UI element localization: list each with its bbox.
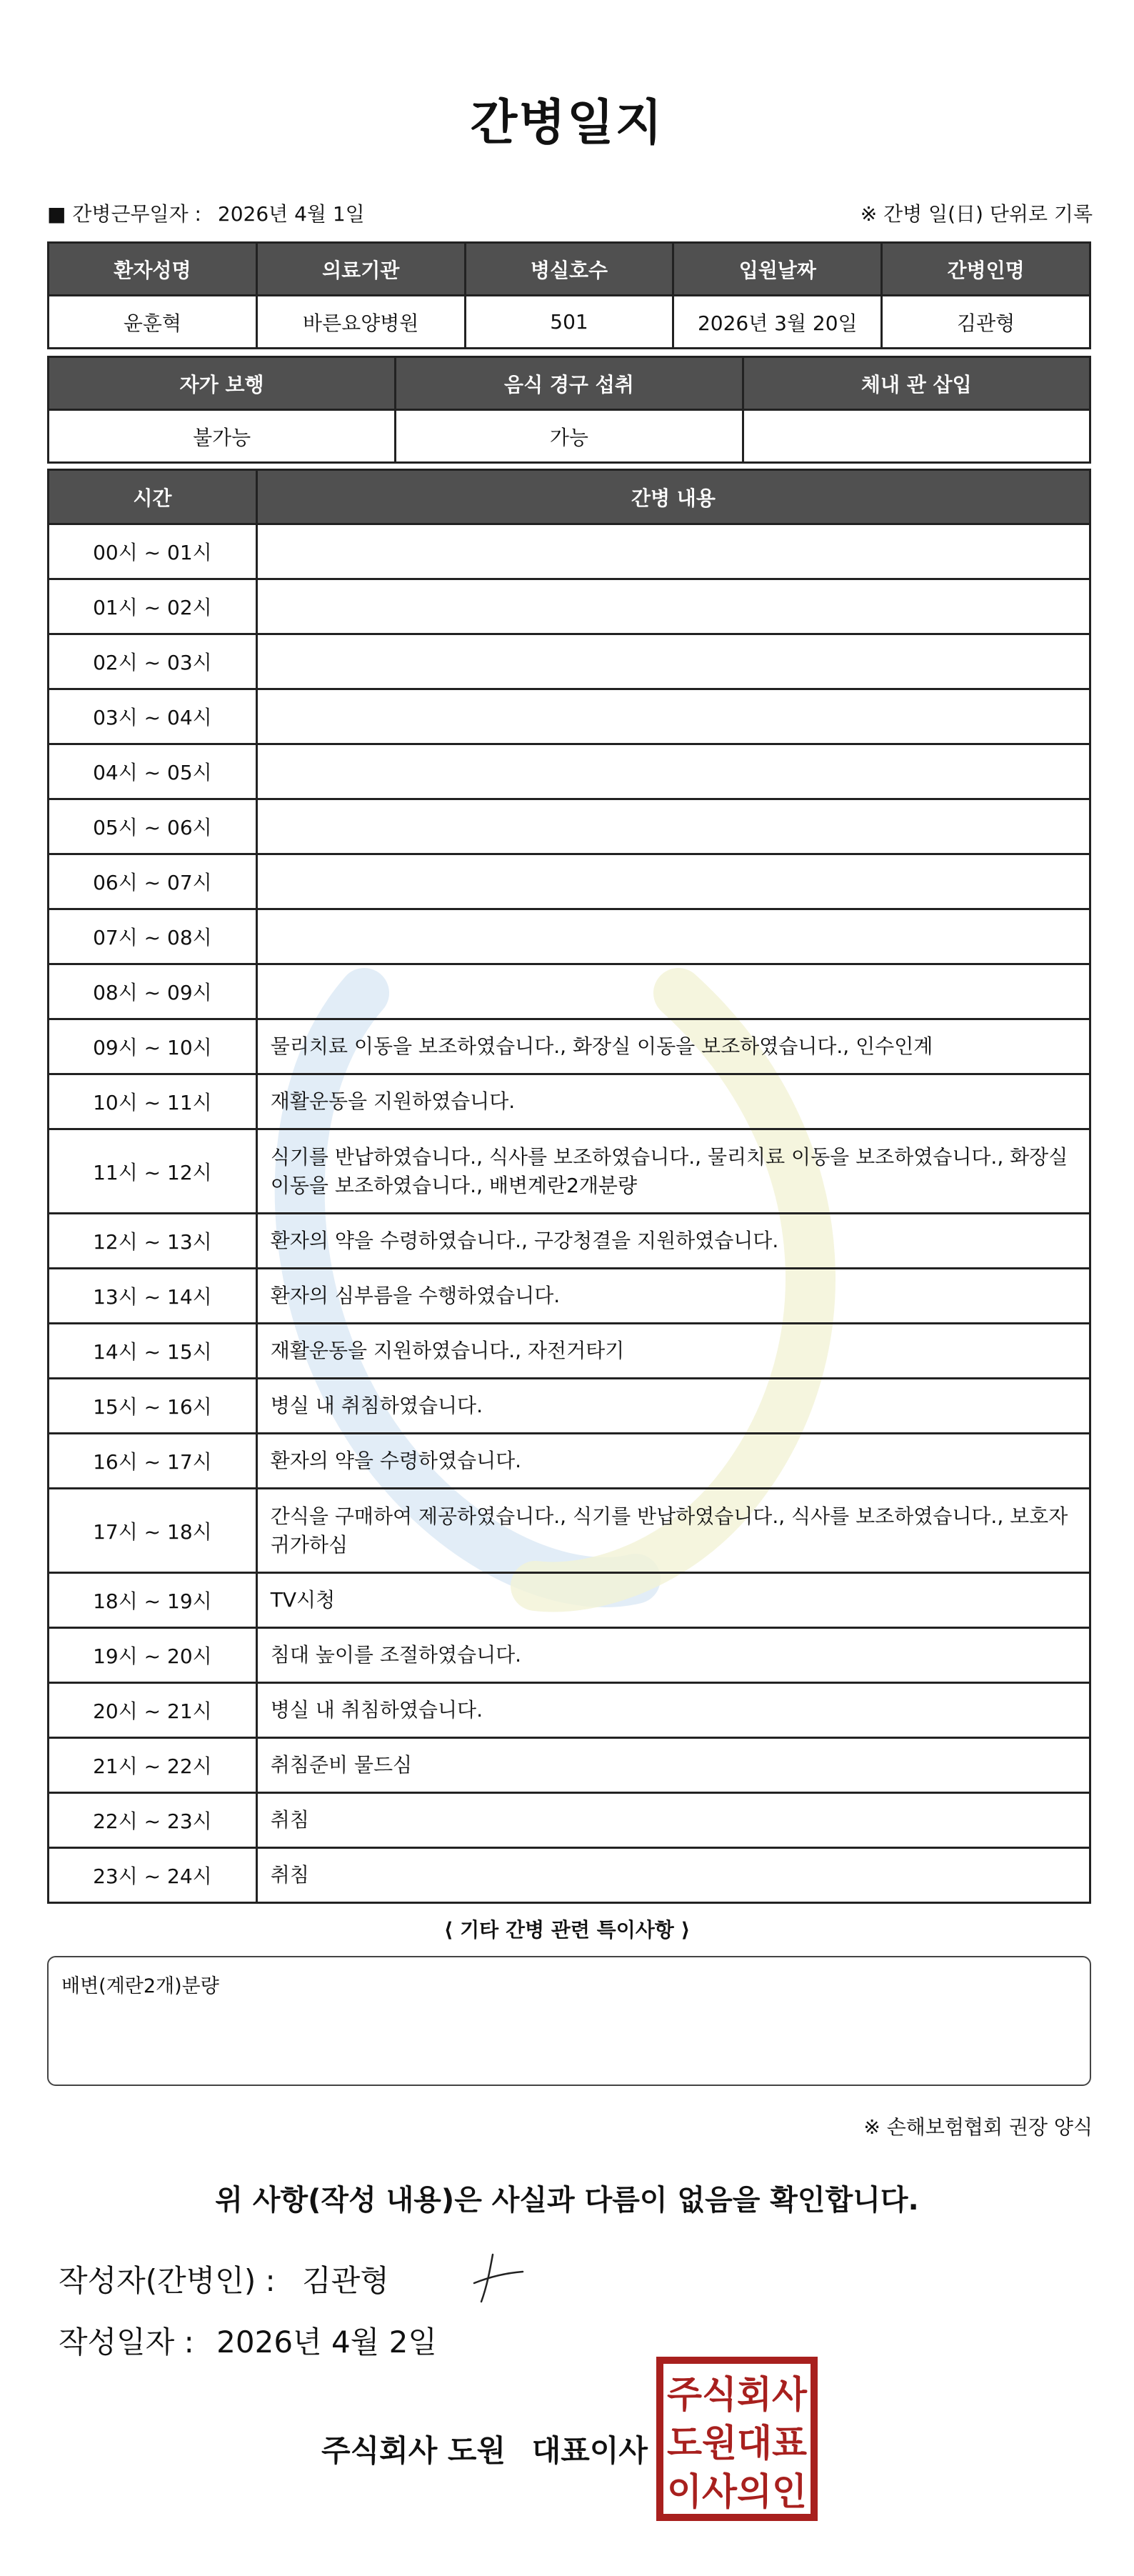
seal-text-line: 도원대표 bbox=[667, 2422, 807, 2465]
care-log-time: 00시 ~ 01시 bbox=[49, 524, 257, 579]
work-date-label: ■ 간병근무일자 : bbox=[47, 202, 201, 226]
seal-text-line: 주식회사 bbox=[667, 2374, 808, 2417]
header-oral-intake: 음식 경구 섭취 bbox=[396, 357, 743, 410]
notes-content: 배변(계란2개)분량 bbox=[61, 1975, 219, 1997]
care-log-header-row bbox=[49, 470, 1090, 524]
header-self-walking: 자가 보행 bbox=[49, 357, 396, 410]
care-log-content: 식기를 반납하였습니다., 식사를 보조하였습니다., 물리치료 이동을 보조하였습니다., 화장실 이동을 보조하였습니다., 배변계란2개분량 bbox=[256, 1129, 1090, 1214]
signature-mark bbox=[468, 2249, 526, 2306]
caregiver-name: 김관형 bbox=[882, 296, 1090, 349]
writing-date-value: 2026년 4월 2일 bbox=[216, 2325, 437, 2360]
tube-insertion bbox=[743, 410, 1090, 463]
care-log-time: 08시 ~ 09시 bbox=[49, 964, 257, 1019]
header-admission-date: 입원날짜 bbox=[673, 243, 882, 296]
patient-status-table bbox=[47, 356, 1091, 464]
care-log-content: 환자의 약을 수령하였습니다., 구강청결을 지원하였습니다. bbox=[256, 1214, 1090, 1269]
representative-role: 대표이사 bbox=[531, 2433, 648, 2468]
care-log-time: 16시 ~ 17시 bbox=[49, 1434, 257, 1489]
care-log-time: 18시 ~ 19시 bbox=[49, 1573, 257, 1628]
oral-intake: 가능 bbox=[396, 410, 743, 463]
care-log-content: 침대 높이를 조절하였습니다. bbox=[256, 1628, 1090, 1683]
care-log-time: 02시 ~ 03시 bbox=[49, 634, 257, 689]
care-log-time: 12시 ~ 13시 bbox=[49, 1214, 257, 1269]
care-log-time: 15시 ~ 16시 bbox=[49, 1379, 257, 1434]
care-log-time: 17시 ~ 18시 bbox=[49, 1489, 257, 1573]
work-date-value: 2026년 4월 1일 bbox=[217, 202, 365, 226]
seal-text-line: 이사의인 bbox=[667, 2471, 807, 2514]
patient-name: 윤훈혁 bbox=[49, 296, 257, 349]
care-log-time: 07시 ~ 08시 bbox=[49, 909, 257, 964]
care-log-content bbox=[256, 909, 1090, 964]
care-log-time: 04시 ~ 05시 bbox=[49, 744, 257, 799]
care-log-time: 03시 ~ 04시 bbox=[49, 689, 257, 744]
care-log-row bbox=[49, 1214, 1090, 1269]
care-log-row bbox=[49, 1489, 1090, 1573]
care-log-time: 20시 ~ 21시 bbox=[49, 1683, 257, 1738]
care-log-content: 병실 내 취침하였습니다. bbox=[256, 1379, 1090, 1434]
care-log-content bbox=[256, 799, 1090, 854]
care-log-content bbox=[256, 689, 1090, 744]
care-log-content: 간식을 구매하여 제공하였습니다., 식기를 반납하였습니다., 식사를 보조하였습니다., 보호자귀가하심 bbox=[256, 1489, 1090, 1573]
writing-date-label: 작성일자 : bbox=[59, 2325, 194, 2360]
patient-status-header-row bbox=[49, 357, 1090, 410]
patient-info-header-row bbox=[49, 243, 1090, 296]
company-seal bbox=[656, 2356, 818, 2522]
care-log-content bbox=[256, 964, 1090, 1019]
care-log-time: 21시 ~ 22시 bbox=[49, 1738, 257, 1793]
care-log-content: TV시청 bbox=[256, 1573, 1090, 1628]
care-log-time: 09시 ~ 10시 bbox=[49, 1019, 257, 1074]
care-log-row bbox=[49, 689, 1090, 744]
care-log-time: 11시 ~ 12시 bbox=[49, 1129, 257, 1214]
self-walking: 불가능 bbox=[49, 410, 396, 463]
care-log-row bbox=[49, 1269, 1090, 1324]
care-log-content: 취침 bbox=[256, 1848, 1090, 1903]
header-tube-insertion: 체내 관 삽입 bbox=[743, 357, 1090, 410]
care-log-time: 14시 ~ 15시 bbox=[49, 1324, 257, 1379]
care-log-row bbox=[49, 799, 1090, 854]
care-log-content: 물리치료 이동을 보조하였습니다., 화장실 이동을 보조하였습니다., 인수인계 bbox=[256, 1019, 1090, 1074]
company-name: 주식회사 도원 bbox=[321, 2433, 506, 2468]
care-log-content bbox=[256, 744, 1090, 799]
care-log-row bbox=[49, 1793, 1090, 1848]
care-log-content: 취침준비 물드심 bbox=[256, 1738, 1090, 1793]
patient-info-table bbox=[47, 241, 1091, 349]
unit-note: ※ 간병 일(日) 단위로 기록 bbox=[860, 202, 1093, 226]
header-institution: 의료기관 bbox=[256, 243, 465, 296]
notes-box bbox=[47, 1956, 1091, 2086]
care-log-row bbox=[49, 1019, 1090, 1074]
care-log-row bbox=[49, 854, 1090, 909]
writer-label: 작성자(간병인) : bbox=[59, 2263, 276, 2298]
care-log-table bbox=[47, 469, 1091, 1904]
header-care-content: 간병 내용 bbox=[256, 470, 1090, 524]
care-log-row bbox=[49, 1074, 1090, 1129]
care-log-content bbox=[256, 854, 1090, 909]
care-log-row bbox=[49, 744, 1090, 799]
document-title: 간병일지 bbox=[470, 95, 664, 151]
care-log-content: 재활운동을 지원하였습니다., 자전거타기 bbox=[256, 1324, 1090, 1379]
care-log-row bbox=[49, 1848, 1090, 1903]
care-log-row bbox=[49, 1738, 1090, 1793]
care-log-content bbox=[256, 634, 1090, 689]
care-log-time: 23시 ~ 24시 bbox=[49, 1848, 257, 1903]
care-log-time: 06시 ~ 07시 bbox=[49, 854, 257, 909]
care-log-content bbox=[256, 579, 1090, 634]
notes-title: ⟨ 기타 간병 관련 특이사항 ⟩ bbox=[443, 1918, 691, 1942]
writing-date-line bbox=[59, 2319, 437, 2362]
care-log-row bbox=[49, 1573, 1090, 1628]
care-log-content: 병실 내 취침하였습니다. bbox=[256, 1683, 1090, 1738]
header-room: 병실호수 bbox=[465, 243, 673, 296]
care-log-row bbox=[49, 1683, 1090, 1738]
institution: 바른요양병원 bbox=[256, 296, 465, 349]
header-caregiver: 간병인명 bbox=[882, 243, 1090, 296]
care-log-row bbox=[49, 1129, 1090, 1214]
care-log-time: 01시 ~ 02시 bbox=[49, 579, 257, 634]
writer-line bbox=[59, 2257, 389, 2300]
patient-status-value-row bbox=[49, 410, 1090, 463]
care-log-content: 재활운동을 지원하였습니다. bbox=[256, 1074, 1090, 1129]
care-log-time: 22시 ~ 23시 bbox=[49, 1793, 257, 1848]
care-log-row bbox=[49, 1379, 1090, 1434]
care-log-content: 환자의 약을 수령하였습니다. bbox=[256, 1434, 1090, 1489]
care-log-row bbox=[49, 1324, 1090, 1379]
work-date bbox=[47, 199, 365, 227]
care-log-row bbox=[49, 1434, 1090, 1489]
care-log-time: 13시 ~ 14시 bbox=[49, 1269, 257, 1324]
care-log-row bbox=[49, 524, 1090, 579]
care-log-content: 취침 bbox=[256, 1793, 1090, 1848]
confirmation-statement: 위 사항(작성 내용)은 사실과 다름이 없음을 확인합니다. bbox=[215, 2184, 919, 2217]
care-log-content: 환자의 심부름을 수행하였습니다. bbox=[256, 1269, 1090, 1324]
care-log-time: 19시 ~ 20시 bbox=[49, 1628, 257, 1683]
writer-name: 김관형 bbox=[302, 2263, 389, 2298]
header-time: 시간 bbox=[49, 470, 257, 524]
room-number: 501 bbox=[465, 296, 673, 349]
care-log-time: 10시 ~ 11시 bbox=[49, 1074, 257, 1129]
care-log-row bbox=[49, 579, 1090, 634]
care-log-row bbox=[49, 964, 1090, 1019]
care-log-row bbox=[49, 1628, 1090, 1683]
care-log-row bbox=[49, 634, 1090, 689]
patient-info-value-row bbox=[49, 296, 1090, 349]
admission-date: 2026년 3월 20일 bbox=[673, 296, 882, 349]
header-patient-name: 환자성명 bbox=[49, 243, 257, 296]
care-log-content bbox=[256, 524, 1090, 579]
recommendation-note: ※ 손해보험협회 권장 양식 bbox=[863, 2115, 1093, 2139]
company-line bbox=[321, 2427, 648, 2470]
care-log-time: 05시 ~ 06시 bbox=[49, 799, 257, 854]
care-log-row bbox=[49, 909, 1090, 964]
